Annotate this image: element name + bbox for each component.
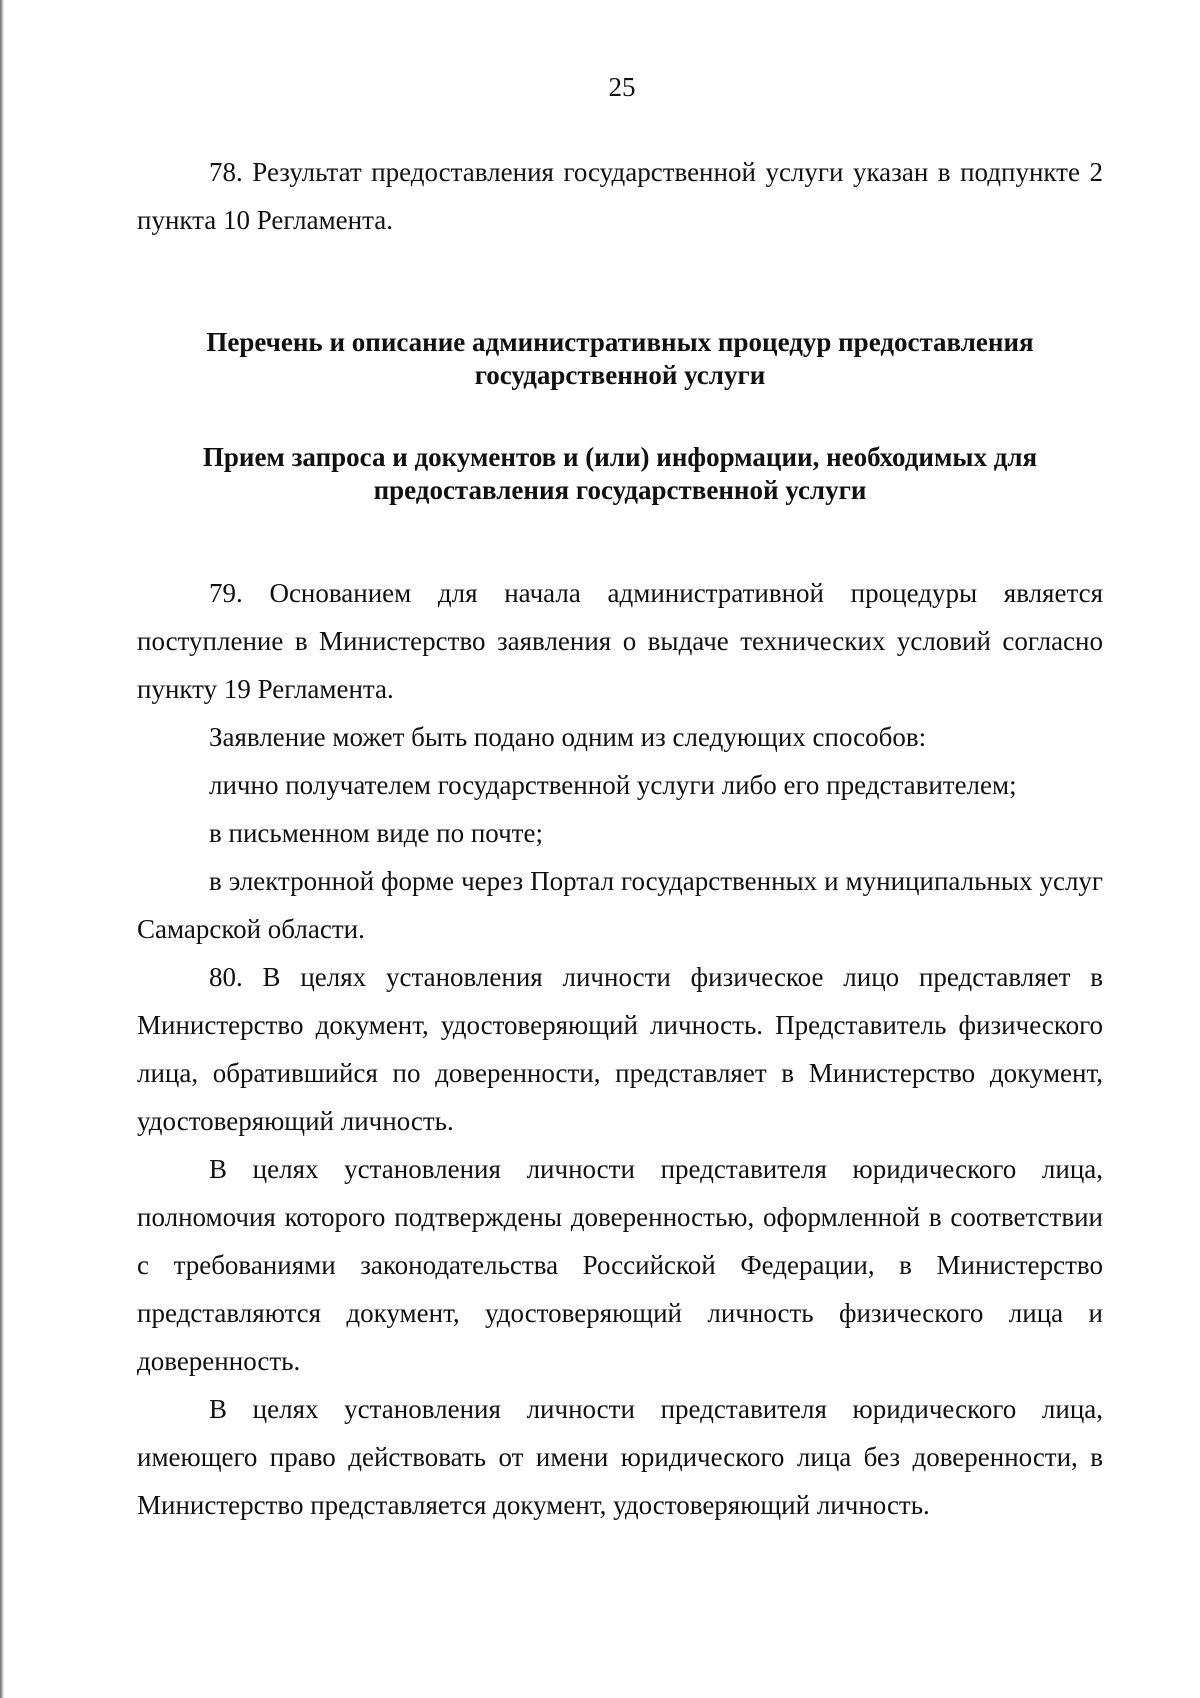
paragraph-80: 80. В целях установления личности физическое лицо представляет в Министерство документ, удостоверяющий личность. Представитель физического лица, обратившийся по доверенности, представляет в Министерство документ, удостоверяющий личность. [137,962,1103,1136]
paragraph-78: 78. Результат предоставления государственной услуги указан в подпункте 2 пункта 10 Регламента. [137,157,1103,235]
paragraph-80-legal-entity-proxy: В целях установления личности представителя юридического лица, полномочия которого подтверждены доверенностью, оформленной в соответствии с требованиями законодательства Российской Федерации, в Министерство представляются документ, удостоверяющий личность физического лица и доверенность. [137,1154,1103,1376]
section-heading-line-2: государственной услуги [474,360,766,390]
page-number: 25 [608,72,636,102]
section-heading [137,326,1103,392]
paragraph-79: 79. Основанием для начала административной процедуры является поступление в Министерство заявления о выдаче технических условий согласно пункту 19 Регламента. [137,578,1103,704]
paragraph-79-methods-intro: Заявление может быть подано одним из следующих способов: [209,722,927,752]
paragraph-80-legal-entity-direct: В целях установления личности представителя юридического лица, имеющего право действовать от имени юридического лица без доверенности, в Министерство представляется документ, удостоверяющий личность. [137,1394,1103,1520]
paragraph-79-method-in-person: лично получателем государственной услуги либо его представителем; [209,770,1017,800]
scan-edge-shadow [0,0,4,1698]
paragraph-79-method-electronic: в электронной форме через Портал государственных и муниципальных услуг Самарской области. [137,866,1103,944]
subsection-heading-line-1: Прием запроса и документов и (или) информации, необходимых для [202,442,1038,472]
subsection-heading [137,441,1103,507]
section-heading-line-1: Перечень и описание административных процедур предоставления [206,327,1034,357]
subsection-heading-line-2: предоставления государственной услуги [373,475,867,505]
document-body [137,148,1103,1529]
paragraph-79-method-mail: в письменном виде по почте; [209,818,543,848]
